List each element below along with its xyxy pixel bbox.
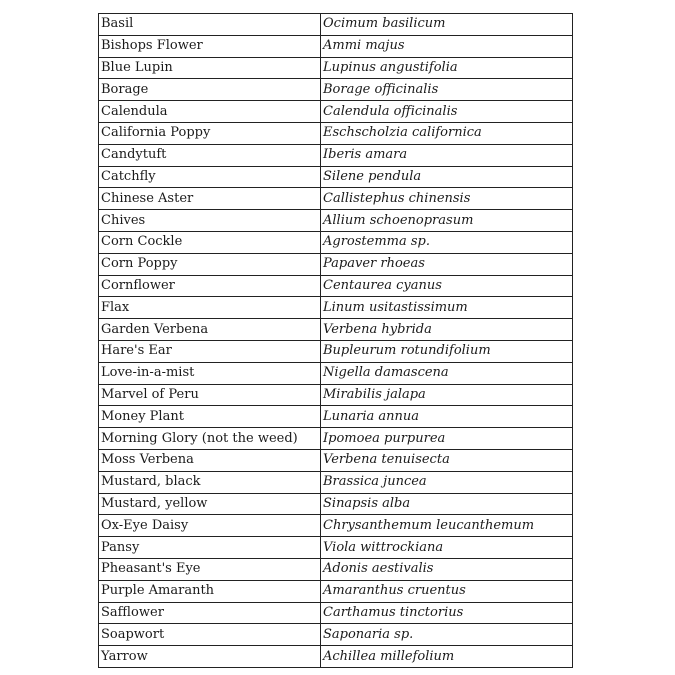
table-row [99, 210, 573, 232]
common-name-cell: Catchfly [99, 166, 321, 188]
common-name-cell: Borage [99, 79, 321, 101]
plant-names-table [98, 13, 573, 668]
common-name-cell: Flax [99, 297, 321, 319]
scientific-name-cell: Nigella damascena [321, 362, 573, 384]
common-name-cell: Moss Verbena [99, 449, 321, 471]
scientific-name-cell: Mirabilis jalapa [321, 384, 573, 406]
scientific-name-cell: Borage officinalis [321, 79, 573, 101]
common-name-cell: Pheasant's Eye [99, 558, 321, 580]
table-row [99, 57, 573, 79]
scientific-name-cell: Sinapsis alba [321, 493, 573, 515]
table-row [99, 166, 573, 188]
scientific-name-cell: Agrostemma sp. [321, 231, 573, 253]
table-row [99, 79, 573, 101]
common-name-cell: Cornflower [99, 275, 321, 297]
table-row [99, 231, 573, 253]
common-name-cell: Yarrow [99, 646, 321, 668]
scientific-name-cell: Viola wittrockiana [321, 537, 573, 559]
common-name-cell: Pansy [99, 537, 321, 559]
scientific-name-cell: Callistephus chinensis [321, 188, 573, 210]
common-name-cell: Marvel of Peru [99, 384, 321, 406]
scientific-name-cell: Eschscholzia californica [321, 122, 573, 144]
common-name-cell: California Poppy [99, 122, 321, 144]
table-row [99, 471, 573, 493]
common-name-cell: Calendula [99, 101, 321, 123]
scientific-name-cell: Chrysanthemum leucanthemum [321, 515, 573, 537]
table-row [99, 449, 573, 471]
scientific-name-cell: Brassica juncea [321, 471, 573, 493]
scientific-name-cell: Calendula officinalis [321, 101, 573, 123]
scientific-name-cell: Allium schoenoprasum [321, 210, 573, 232]
scientific-name-cell: Silene pendula [321, 166, 573, 188]
table-row [99, 101, 573, 123]
scientific-name-cell: Lunaria annua [321, 406, 573, 428]
common-name-cell: Mustard, black [99, 471, 321, 493]
scientific-name-cell: Ammi majus [321, 35, 573, 57]
common-name-cell: Corn Cockle [99, 231, 321, 253]
common-name-cell: Corn Poppy [99, 253, 321, 275]
scientific-name-cell: Verbena tenuisecta [321, 449, 573, 471]
scientific-name-cell: Centaurea cyanus [321, 275, 573, 297]
table-row [99, 362, 573, 384]
scientific-name-cell: Bupleurum rotundifolium [321, 340, 573, 362]
plant-table-body [99, 14, 573, 668]
common-name-cell: Mustard, yellow [99, 493, 321, 515]
common-name-cell: Blue Lupin [99, 57, 321, 79]
scientific-name-cell: Iberis amara [321, 144, 573, 166]
scientific-name-cell: Adonis aestivalis [321, 558, 573, 580]
table-row [99, 275, 573, 297]
scientific-name-cell: Carthamus tinctorius [321, 602, 573, 624]
table-row [99, 188, 573, 210]
common-name-cell: Basil [99, 14, 321, 36]
common-name-cell: Hare's Ear [99, 340, 321, 362]
table-row [99, 537, 573, 559]
table-row [99, 122, 573, 144]
table-row [99, 384, 573, 406]
table-row [99, 558, 573, 580]
table-row [99, 253, 573, 275]
common-name-cell: Candytuft [99, 144, 321, 166]
table-row [99, 493, 573, 515]
table-row [99, 515, 573, 537]
common-name-cell: Soapwort [99, 624, 321, 646]
common-name-cell: Ox-Eye Daisy [99, 515, 321, 537]
table-row [99, 35, 573, 57]
table-row [99, 646, 573, 668]
table-row [99, 297, 573, 319]
table-row [99, 580, 573, 602]
common-name-cell: Morning Glory (not the weed) [99, 428, 321, 450]
common-name-cell: Safflower [99, 602, 321, 624]
table-row [99, 319, 573, 341]
table-row [99, 602, 573, 624]
common-name-cell: Love-in-a-mist [99, 362, 321, 384]
table-row [99, 624, 573, 646]
table-row [99, 144, 573, 166]
scientific-name-cell: Achillea millefolium [321, 646, 573, 668]
common-name-cell: Purple Amaranth [99, 580, 321, 602]
common-name-cell: Garden Verbena [99, 319, 321, 341]
common-name-cell: Bishops Flower [99, 35, 321, 57]
common-name-cell: Money Plant [99, 406, 321, 428]
scientific-name-cell: Ocimum basilicum [321, 14, 573, 36]
scientific-name-cell: Linum usitastissimum [321, 297, 573, 319]
scientific-name-cell: Saponaria sp. [321, 624, 573, 646]
scientific-name-cell: Lupinus angustifolia [321, 57, 573, 79]
scientific-name-cell: Papaver rhoeas [321, 253, 573, 275]
table-row [99, 14, 573, 36]
scientific-name-cell: Ipomoea purpurea [321, 428, 573, 450]
scientific-name-cell: Verbena hybrida [321, 319, 573, 341]
table-row [99, 340, 573, 362]
table-row [99, 428, 573, 450]
table-row [99, 406, 573, 428]
scientific-name-cell: Amaranthus cruentus [321, 580, 573, 602]
common-name-cell: Chives [99, 210, 321, 232]
common-name-cell: Chinese Aster [99, 188, 321, 210]
